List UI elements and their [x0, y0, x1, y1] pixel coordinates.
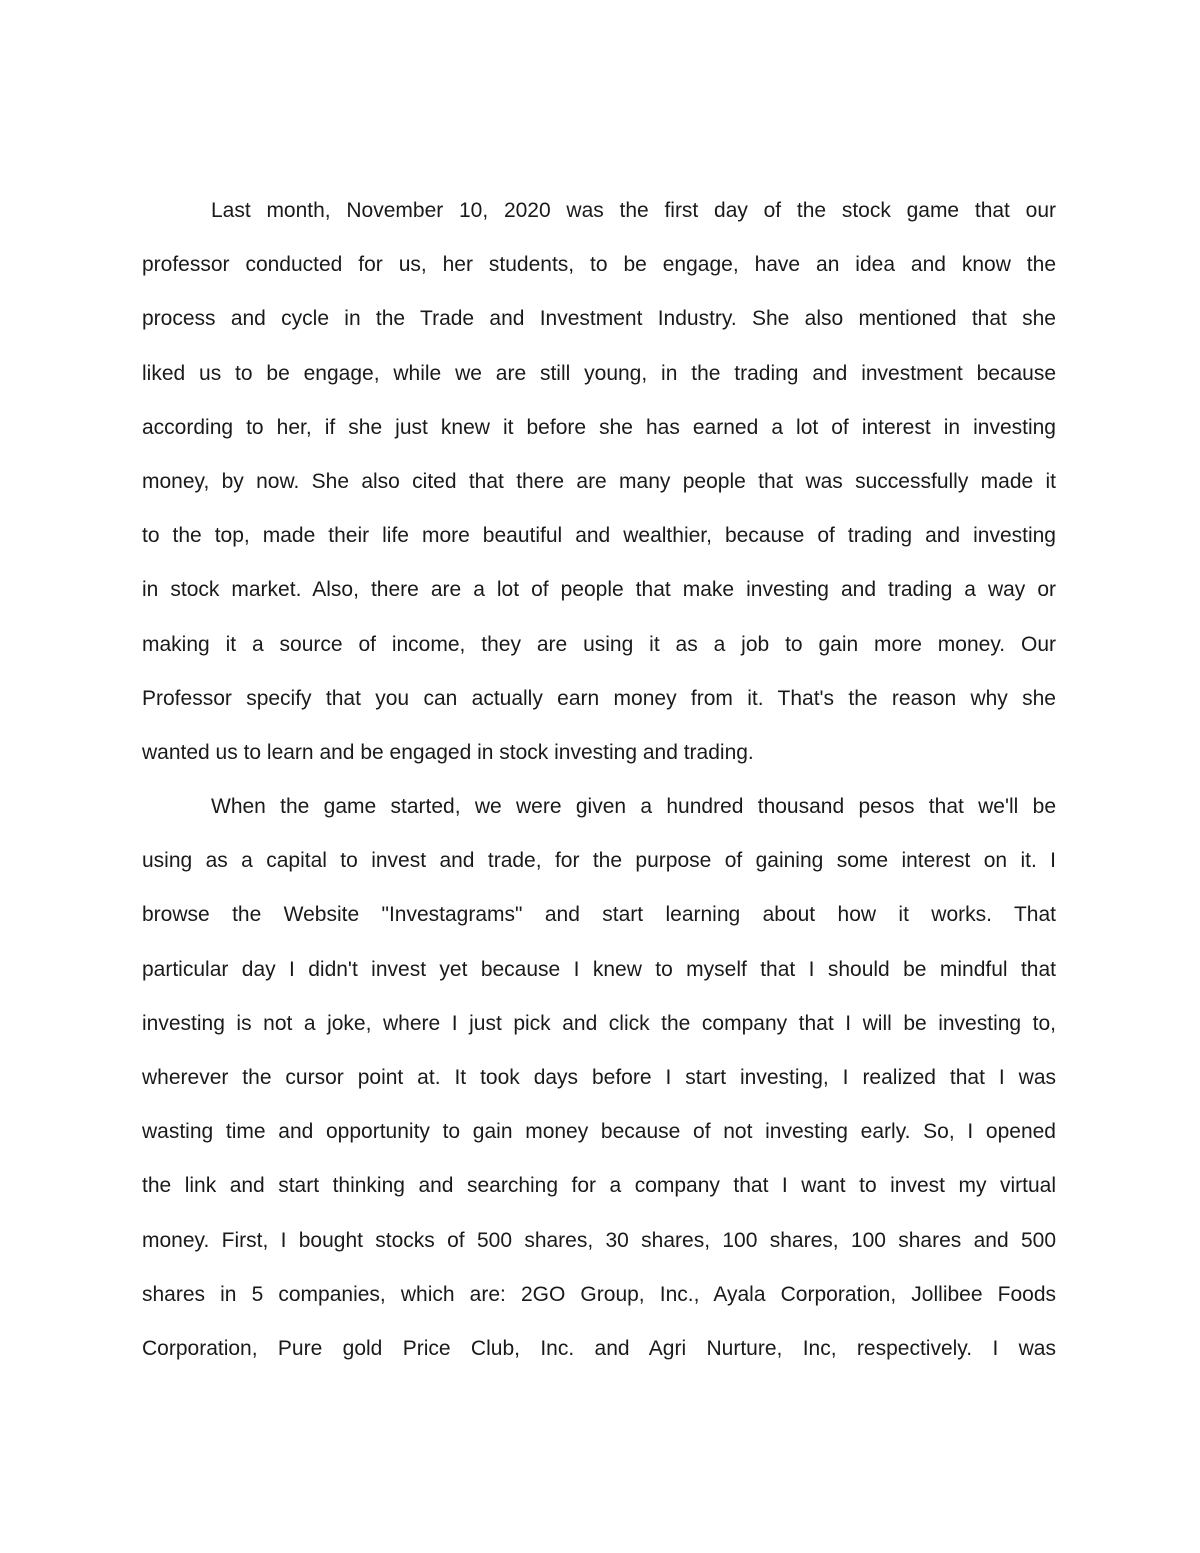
- paragraph-1-line-8: in stock market. Also, there are a lot of people that make investing and trading a way or: [142, 578, 1056, 602]
- paragraph-1-line-5: according to her, if she just knew it before she has earned a lot of interest in investing: [142, 415, 1056, 439]
- paragraph-1-line-1: Last month, November 10, 2020 was the first day of the stock game that our: [211, 199, 1056, 222]
- paragraph-1-line-7: to the top, made their life more beautiful and wealthier, because of trading and investing: [142, 524, 1056, 548]
- paragraph-2-line-1: When the game started, we were given a hundred thousand pesos that we'll be: [211, 795, 1056, 819]
- paragraph-2-line-3: browse the Website "Investagrams" and start learning about how it works. That: [142, 903, 1056, 927]
- document-body: [142, 184, 1056, 1376]
- paragraph-2-line-4: particular day I didn't invest yet because I knew to myself that I should be mindful that: [142, 957, 1056, 981]
- paragraph-2-line-8: the link and start thinking and searching for a company that I want to invest my virtual: [142, 1174, 1056, 1198]
- paragraph-1-line-9: making it a source of income, they are using it as a job to gain more money. Our: [142, 632, 1056, 656]
- paragraph-2-line-2: using as a capital to invest and trade, for the purpose of gaining some interest on it. I: [142, 849, 1056, 873]
- paragraph-2-line-9: money. First, I bought stocks of 500 shares, 30 shares, 100 shares, 100 shares and 500: [142, 1228, 1056, 1252]
- paragraph-2-line-11: Corporation, Pure gold Price Club, Inc. and Agri Nurture, Inc, respectively. I was: [142, 1336, 1056, 1360]
- paragraph-2-line-6: wherever the cursor point at. It took days before I start investing, I realized that I was: [142, 1066, 1056, 1089]
- paragraph-1-line-6: money, by now. She also cited that there are many people that was successfully made it: [142, 469, 1056, 493]
- paragraph-2-line-5: investing is not a joke, where I just pick and click the company that I will be investing to,: [142, 1011, 1056, 1035]
- paragraph-1-line-2: professor conducted for us, her students, to be engage, have an idea and know the: [142, 253, 1056, 277]
- paragraph-1-line-10: Professor specify that you can actually earn money from it. That's the reason why she: [142, 686, 1056, 710]
- paragraph-1-line-11: wanted us to learn and be engaged in stock investing and trading.: [142, 740, 754, 764]
- paragraph-1-line-4: liked us to be engage, while we are still young, in the trading and investment because: [142, 361, 1056, 385]
- paragraph-1-line-3: process and cycle in the Trade and Investment Industry. She also mentioned that she: [142, 307, 1056, 331]
- paragraph-2-line-10: shares in 5 companies, which are: 2GO Group, Inc., Ayala Corporation, Jollibee Foods: [142, 1282, 1056, 1306]
- paragraph-2-line-7: wasting time and opportunity to gain money because of not investing early. So, I opened: [142, 1120, 1056, 1144]
